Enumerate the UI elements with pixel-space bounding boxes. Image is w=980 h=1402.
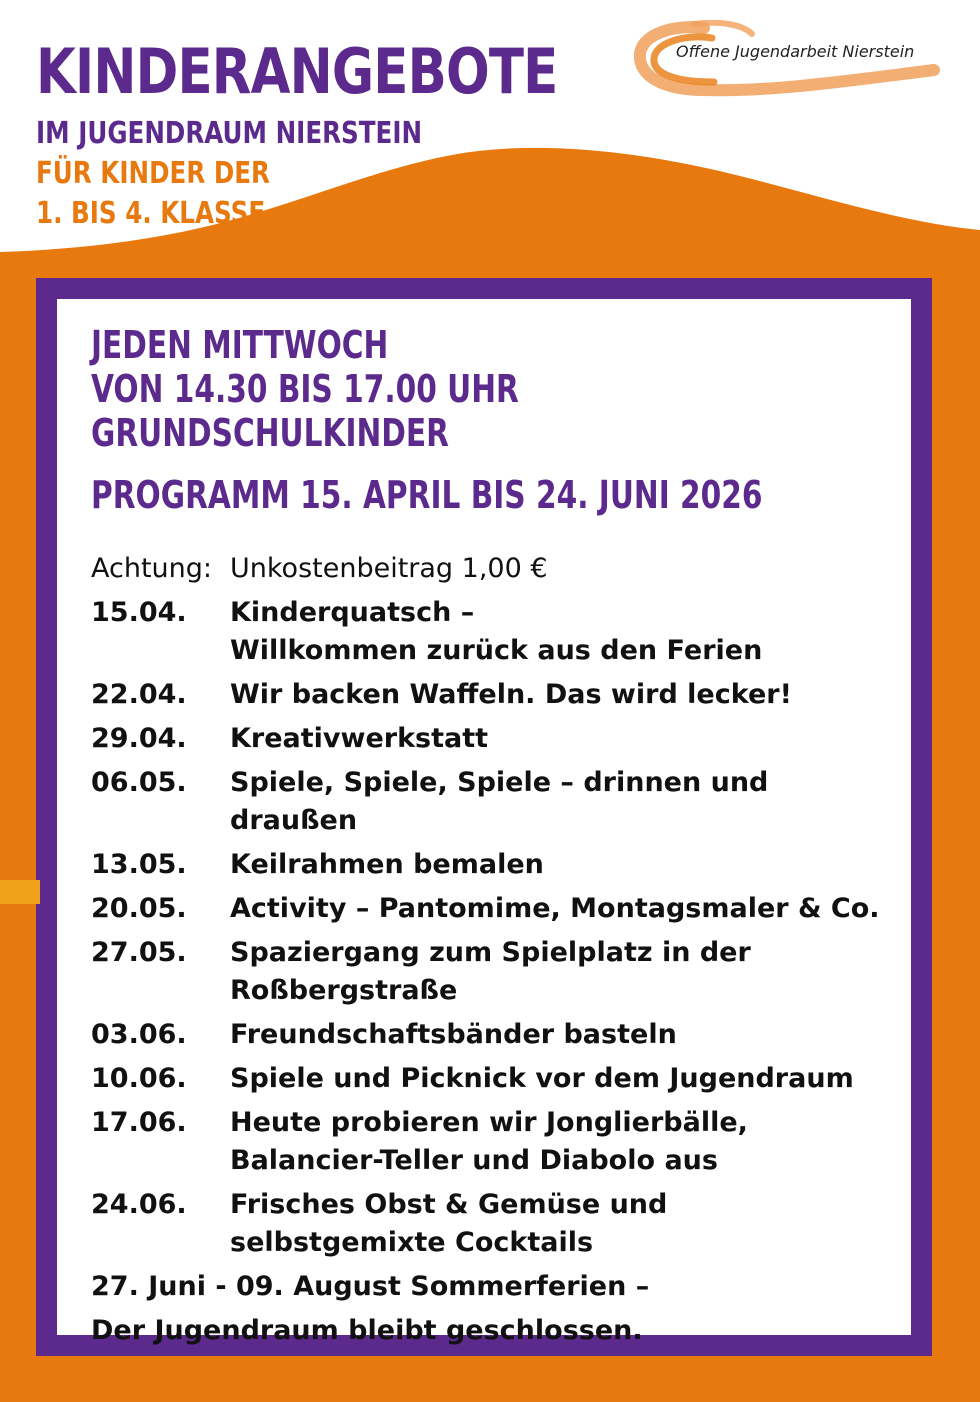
schedule-activity-line: Spiele, Spiele, Spiele – drinnen und draußen bbox=[230, 767, 769, 836]
schedule-row bbox=[91, 720, 891, 758]
schedule-activity-line: Activity – Pantomime, Montagsmaler & Co. bbox=[230, 893, 880, 924]
schedule-activity-line: Freundschaftsbänder basteln bbox=[230, 1019, 677, 1050]
fee-note-text: Unkostenbeitrag 1,00 € bbox=[230, 553, 548, 584]
audience-line: GRUNDSCHULKINDER bbox=[91, 411, 449, 455]
schedule-activity bbox=[230, 676, 792, 714]
side-tab bbox=[0, 880, 40, 904]
weekday-line: JEDEN MITTWOCH bbox=[91, 323, 389, 367]
schedule-activity-line: Spiele und Picknick vor dem Jugendraum bbox=[230, 1063, 854, 1094]
schedule-row bbox=[91, 1104, 891, 1180]
schedule-date: 03.06. bbox=[91, 1019, 187, 1050]
schedule-row bbox=[91, 890, 891, 928]
schedule-date: 24.06. bbox=[91, 1189, 187, 1220]
schedule-activity bbox=[230, 720, 488, 758]
program-period: PROGRAMM 15. APRIL BIS 24. JUNI 2026 bbox=[91, 473, 763, 517]
schedule-date: 20.05. bbox=[91, 893, 187, 924]
schedule-row bbox=[91, 934, 891, 1010]
schedule-row bbox=[91, 1060, 891, 1098]
schedule-activity-line: selbstgemixte Cocktails bbox=[230, 1227, 594, 1258]
header-audience: FÜR KINDER DER bbox=[36, 156, 270, 191]
schedule-date: 29.04. bbox=[91, 723, 187, 754]
page-title: KINDERANGEBOTE bbox=[36, 35, 558, 108]
schedule-activity-line: Spaziergang zum Spielplatz in der bbox=[230, 937, 751, 968]
schedule-activity-line: Kinderquatsch – bbox=[230, 597, 475, 628]
schedule-date: 27.05. bbox=[91, 937, 187, 968]
schedule-activity bbox=[230, 1060, 854, 1098]
fee-note bbox=[91, 550, 891, 588]
footer-line-2: Der Jugendraum bleibt geschlossen. bbox=[91, 1315, 643, 1346]
time-line: VON 14.30 BIS 17.00 UHR bbox=[91, 367, 519, 411]
schedule-row bbox=[91, 764, 891, 840]
schedule-date: 22.04. bbox=[91, 679, 187, 710]
schedule-activity-line: Wir backen Waffeln. Das wird lecker! bbox=[230, 679, 792, 710]
schedule-activity bbox=[230, 1186, 667, 1262]
schedule-list bbox=[91, 550, 891, 1350]
schedule-date: 13.05. bbox=[91, 849, 187, 880]
header-location: IM JUGENDRAUM NIERSTEIN bbox=[36, 116, 423, 151]
header bbox=[36, 36, 664, 234]
schedule-activity-line: Heute probieren wir Jonglierbälle, bbox=[230, 1107, 748, 1138]
logo-text: Offene Jugendarbeit Nierstein bbox=[676, 42, 915, 61]
schedule-activity-line: Kreativwerkstatt bbox=[230, 723, 489, 754]
schedule-date: 10.06. bbox=[91, 1063, 187, 1094]
schedule-activity bbox=[230, 1016, 677, 1054]
schedule-activity bbox=[230, 934, 751, 1010]
header-grades: 1. BIS 4. KLASSE bbox=[36, 196, 266, 231]
schedule-activity bbox=[230, 846, 544, 884]
schedule-row bbox=[91, 594, 891, 670]
schedule-row bbox=[91, 1186, 891, 1262]
schedule-activity-line: Keilrahmen bemalen bbox=[230, 849, 544, 880]
schedule-activity bbox=[230, 890, 880, 928]
schedule-activity-line: Roßbergstraße bbox=[230, 975, 458, 1006]
schedule-row bbox=[91, 846, 891, 884]
fee-note-label: Achtung: bbox=[91, 553, 212, 584]
program-card bbox=[57, 299, 911, 1346]
schedule-row bbox=[91, 676, 891, 714]
schedule-date: 15.04. bbox=[91, 597, 187, 628]
schedule-date: 17.06. bbox=[91, 1107, 187, 1138]
schedule-activity bbox=[230, 1104, 748, 1180]
footer-note bbox=[91, 1268, 891, 1350]
card-heading bbox=[91, 323, 952, 517]
schedule-row bbox=[91, 1016, 891, 1054]
schedule-activity-line: Frisches Obst & Gemüse und bbox=[230, 1189, 668, 1220]
schedule-date: 06.05. bbox=[91, 767, 187, 798]
schedule-activity bbox=[230, 764, 891, 840]
footer-line-1: 27. Juni - 09. August Sommerferien – bbox=[91, 1271, 650, 1302]
schedule-activity-line: Willkommen zurück aus den Ferien bbox=[230, 635, 763, 666]
schedule-activity bbox=[230, 594, 762, 670]
schedule-activity-line: Balancier-Teller und Diabolo aus bbox=[230, 1145, 718, 1176]
